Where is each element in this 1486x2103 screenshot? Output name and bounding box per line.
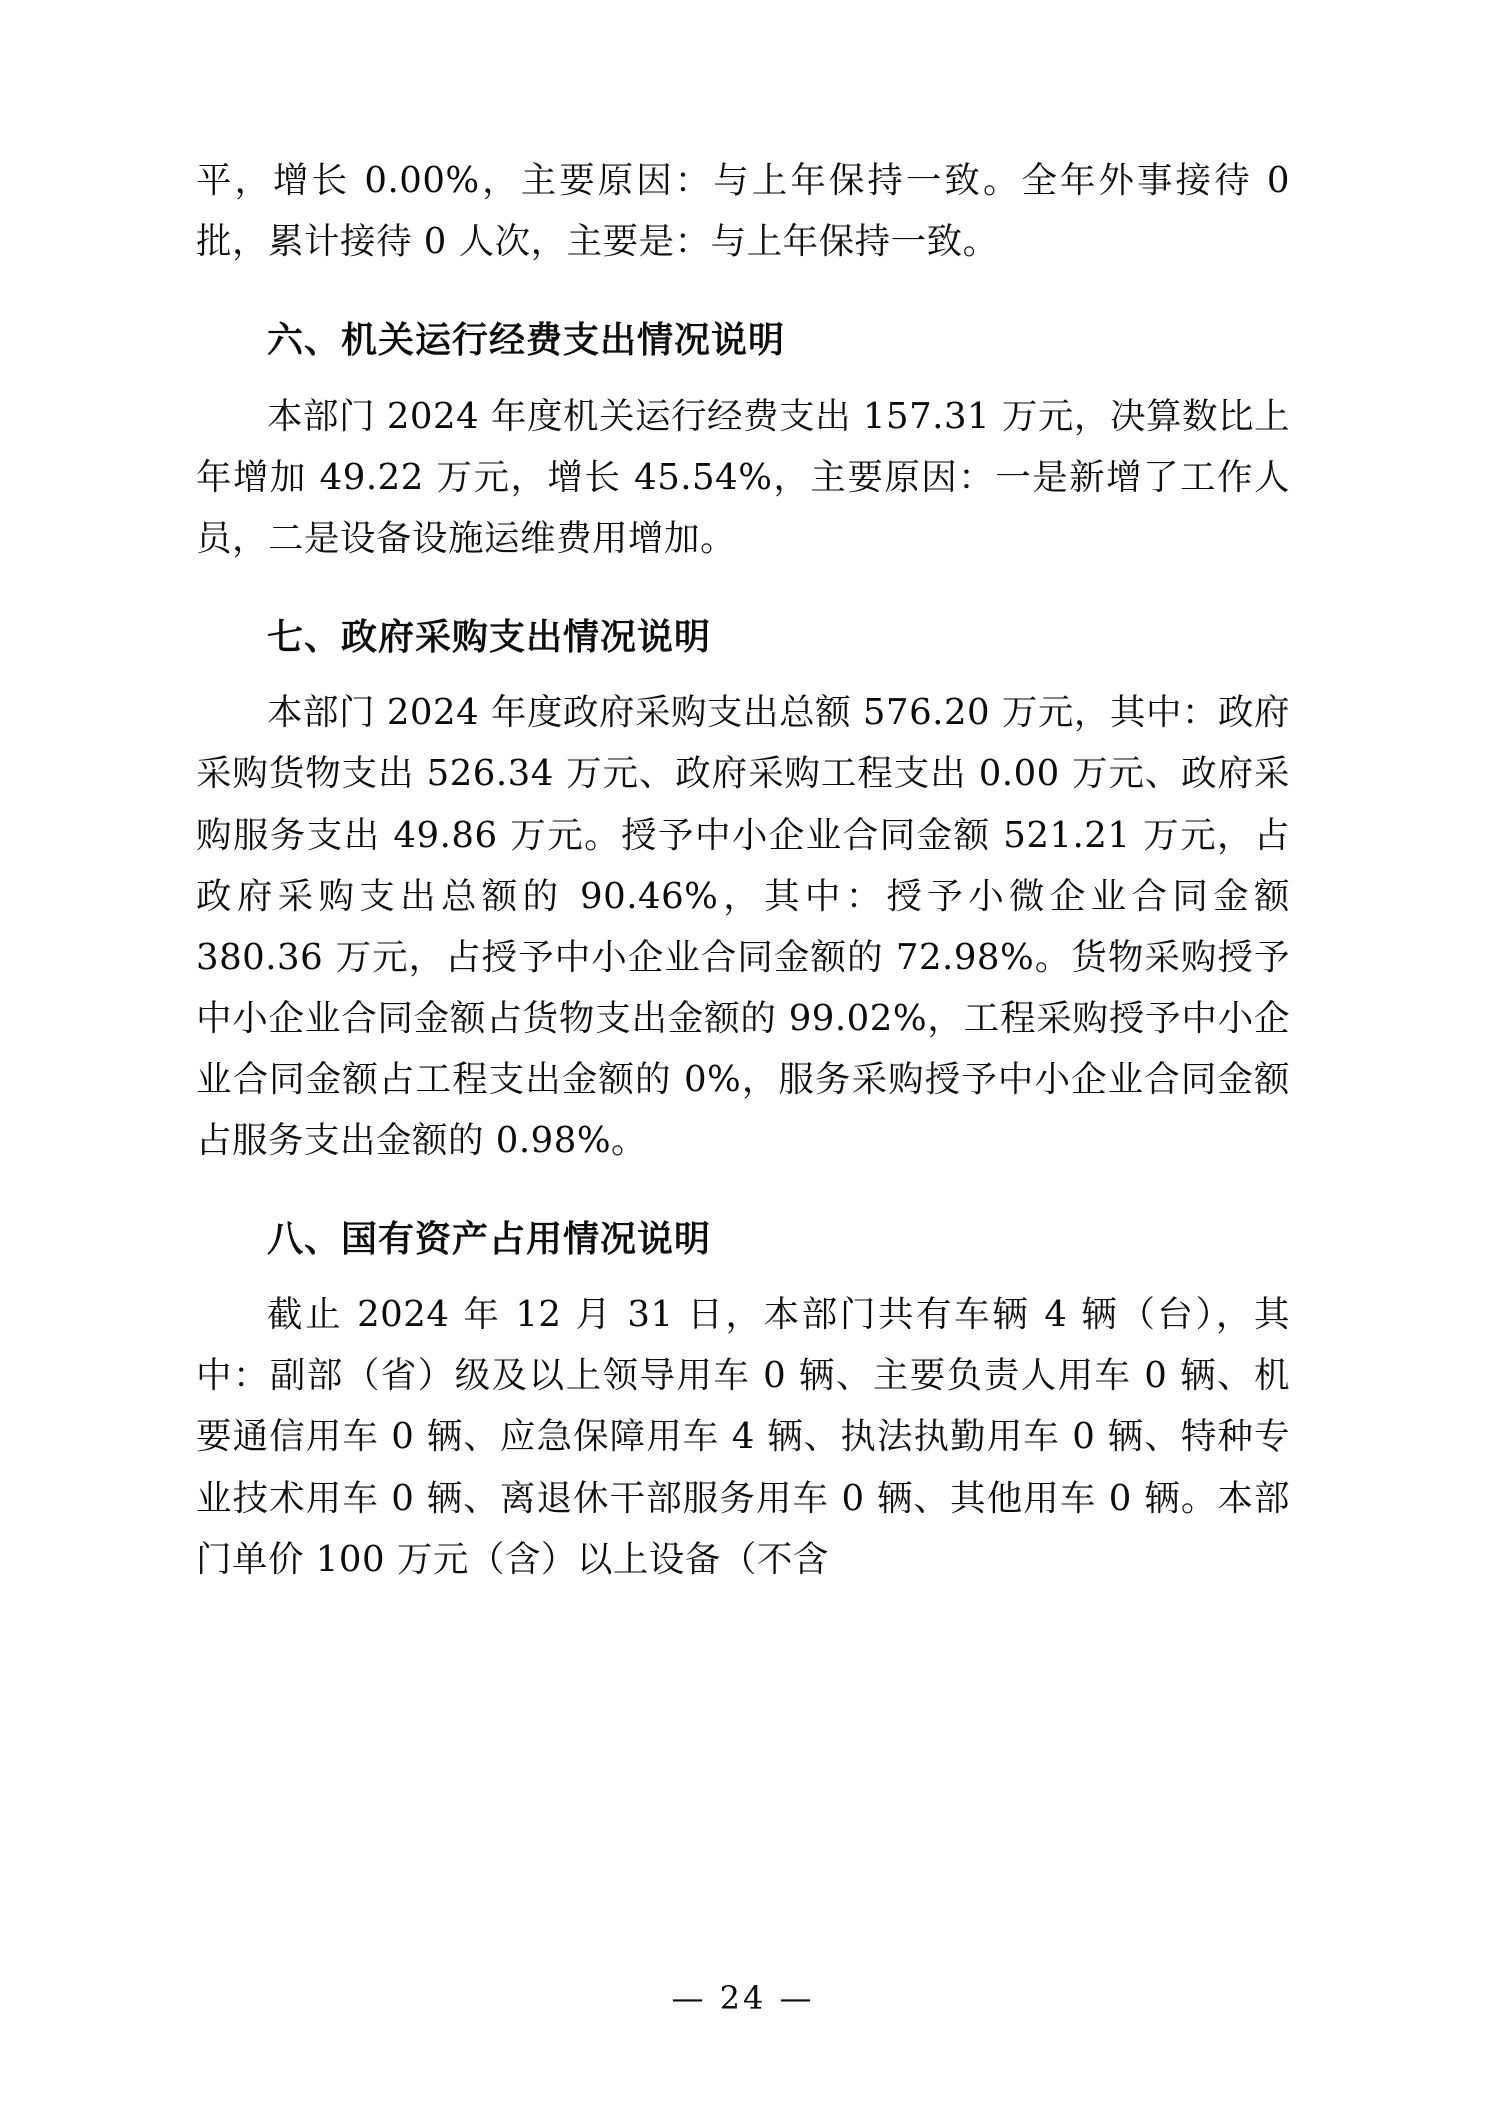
heading-eight-state-owned-assets: 八、国有资产占用情况说明	[267, 1218, 712, 1260]
paragraph-state-owned-assets: 截止 2024 年 12 月 31 日，本部门共有车辆 4 辆（台），其中：副部（省）级及以上领导用车 0 辆、主要负责人用车 0 辆、机要通信用车 0 辆、应急保障用车 4 辆、执法执勤用车 0 辆、特种专业技术用车 0 辆、离退休干部服务用车 0 辆、其他用车 0 辆。本部门单价 100 万元（含）以上设备（不含	[196, 1294, 1290, 1580]
block-spacer	[196, 272, 1290, 286]
block-spacer	[196, 569, 1290, 583]
paragraph-agency-operating-expenses: 本部门 2024 年度机关运行经费支出 157.31 万元，决算数比上年增加 49.22 万元，增长 45.54%，主要原因：一是新增了工作人员，二是设备设施运维费用增加。	[196, 395, 1290, 559]
paragraph-government-procurement: 本部门 2024 年度政府采购支出总额 576.20 万元，其中：政府采购货物支出 526.34 万元、政府采购工程支出 0.00 万元、政府采购服务支出 49.86 万元。授予中小企业合同金额 521.21 万元，占政府采购支出总额的 90.46%，其中：授予小微企业合同金额 380.36 万元，占授予中小企业合同金额的 72.98%。货物采购授予中小企业合同金额占货物支出金额的 99.02%，工程采购授予中小企业合同金额占工程支出金额的 0%，服务采购授予中小企业合同金额占服务支出金额的 0.98%。	[196, 692, 1290, 1161]
block-spacer	[196, 1171, 1290, 1185]
paragraph-foreign-affairs-continued: 平，增长 0.00%，主要原因：与上年保持一致。全年外事接待 0 批，累计接待 0 人次，主要是：与上年保持一致。	[196, 160, 1290, 263]
heading-seven-government-procurement: 七、政府采购支出情况说明	[267, 616, 712, 658]
heading-six-agency-operating-expenses: 六、机关运行经费支出情况说明	[267, 320, 786, 362]
page-number: — 24 —	[671, 1979, 815, 2017]
document-body	[196, 150, 1290, 1590]
